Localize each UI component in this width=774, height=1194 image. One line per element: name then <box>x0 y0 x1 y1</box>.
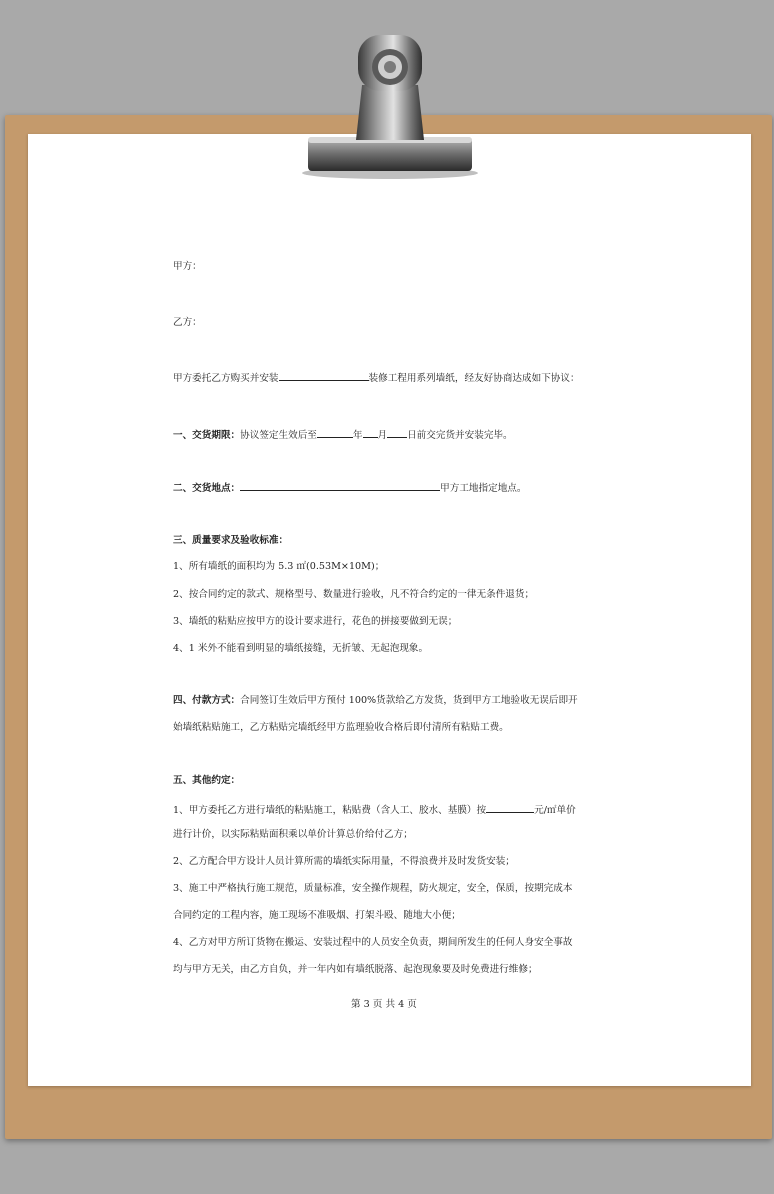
other-item-2: 2、乙方配合甲方设计人员计算所需的墙纸实际用量，不得浪费并及时发货安装； <box>173 856 515 867</box>
binder-clip-icon <box>300 25 480 180</box>
other-item-1-line-2: 进行计价，以实际粘贴面积乘以单价计算总价给付乙方； <box>173 829 413 840</box>
quality-item-4: 4、1 米外不能看到明显的墙纸接缝，无折皱、无起泡现象。 <box>173 643 429 654</box>
section-payment: 四、付款方式：合同签订生效后甲方预付 100%货款给乙方发货，货到甲方工地验收无误后即开 <box>173 695 578 706</box>
other-item-4: 4、乙方对甲方所订货物在搬运、安装过程中的人员安全负责，期间所发生的任何人身安全事故 <box>173 937 573 948</box>
section-delivery-place: 二、交货地点： 甲方工地指定地点。 <box>173 483 527 494</box>
quality-item-2: 2、按合同约定的款式、规格型号、数量进行验收，凡不符合约定的一律无条件退货； <box>173 589 535 600</box>
other-item-3: 3、施工中严格执行施工规范，质量标准，安全操作规程，防火规定，安全，保质，按期完成本 <box>173 883 573 894</box>
other-item-1: 1、甲方委托乙方进行墙纸的粘贴施工，粘贴费（含人工、胶水、基膜）按 元/㎡单价 <box>173 805 576 816</box>
intro-line: 甲方委托乙方购买并安装 装修工程用系列墙纸，经友好协商达成如下协议： <box>173 373 580 384</box>
party-a-label: 甲方： <box>173 261 202 272</box>
quality-item-3: 3、墙纸的粘贴应按甲方的设计要求进行，花色的拼接要做到无误； <box>173 616 458 627</box>
section-other-title: 五、其他约定： <box>173 775 241 786</box>
other-item-3-line-2: 合同约定的工程内容，施工现场不准吸烟、打架斗殴、随地大小便； <box>173 910 461 921</box>
section-delivery-time: 一、交货期限：协议签定生效后至 年 月 日前交完货并安装完毕。 <box>173 430 513 441</box>
quality-item-1: 1、所有墙纸的面积均为 5.3 ㎡(0.53M×10M)； <box>173 561 385 572</box>
other-item-4-line-2: 均与甲方无关，由乙方自负，并一年内如有墙纸脱落、起泡现象要及时免费进行维修； <box>173 964 538 975</box>
section-quality-title: 三、质量要求及验收标准： <box>173 535 289 546</box>
page-footer: 第 3 页 共 4 页 <box>351 999 417 1010</box>
payment-line-2: 始墙纸粘贴施工，乙方粘贴完墙纸经甲方监理验收合格后即付清所有粘贴工费。 <box>173 722 509 733</box>
party-b-label: 乙方： <box>173 317 202 328</box>
